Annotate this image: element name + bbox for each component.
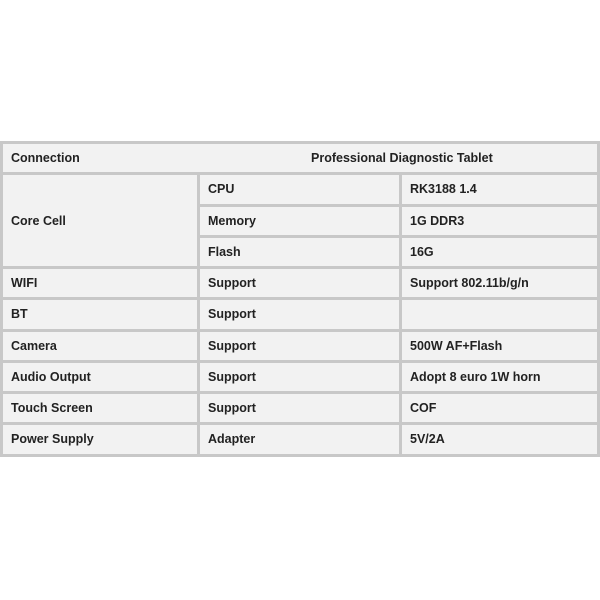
spec-value-memory: 1G DDR3: [402, 207, 597, 235]
feature-power-supply: Power Supply: [3, 425, 197, 453]
status-bt: Support: [200, 300, 399, 328]
detail-power-supply: 5V/2A: [402, 425, 597, 453]
feature-camera: Camera: [3, 332, 197, 360]
detail-touch-screen: COF: [402, 394, 597, 422]
status-audio-output: Support: [200, 363, 399, 391]
feature-touch-screen: Touch Screen: [3, 394, 197, 422]
feature-wifi: WIFI: [3, 269, 197, 297]
spec-name-memory: Memory: [200, 207, 399, 235]
status-power-supply: Adapter: [200, 425, 399, 453]
core-cell-label: Core Cell: [3, 175, 197, 266]
detail-camera: 500W AF+Flash: [402, 332, 597, 360]
header-connection: Connection: [3, 144, 303, 172]
status-camera: Support: [200, 332, 399, 360]
spec-name-flash: Flash: [200, 238, 399, 266]
detail-bt: [402, 300, 597, 328]
spec-value-flash: 16G: [402, 238, 597, 266]
spec-table: [0, 141, 600, 457]
spec-value-cpu: RK3188 1.4: [402, 175, 597, 203]
feature-audio-output: Audio Output: [3, 363, 197, 391]
feature-bt: BT: [3, 300, 197, 328]
spec-name-cpu: CPU: [200, 175, 399, 203]
status-wifi: Support: [200, 269, 399, 297]
detail-audio-output: Adopt 8 euro 1W horn: [402, 363, 597, 391]
header-product-name: Professional Diagnostic Tablet: [303, 144, 597, 172]
detail-wifi: Support 802.11b/g/n: [402, 269, 597, 297]
status-touch-screen: Support: [200, 394, 399, 422]
